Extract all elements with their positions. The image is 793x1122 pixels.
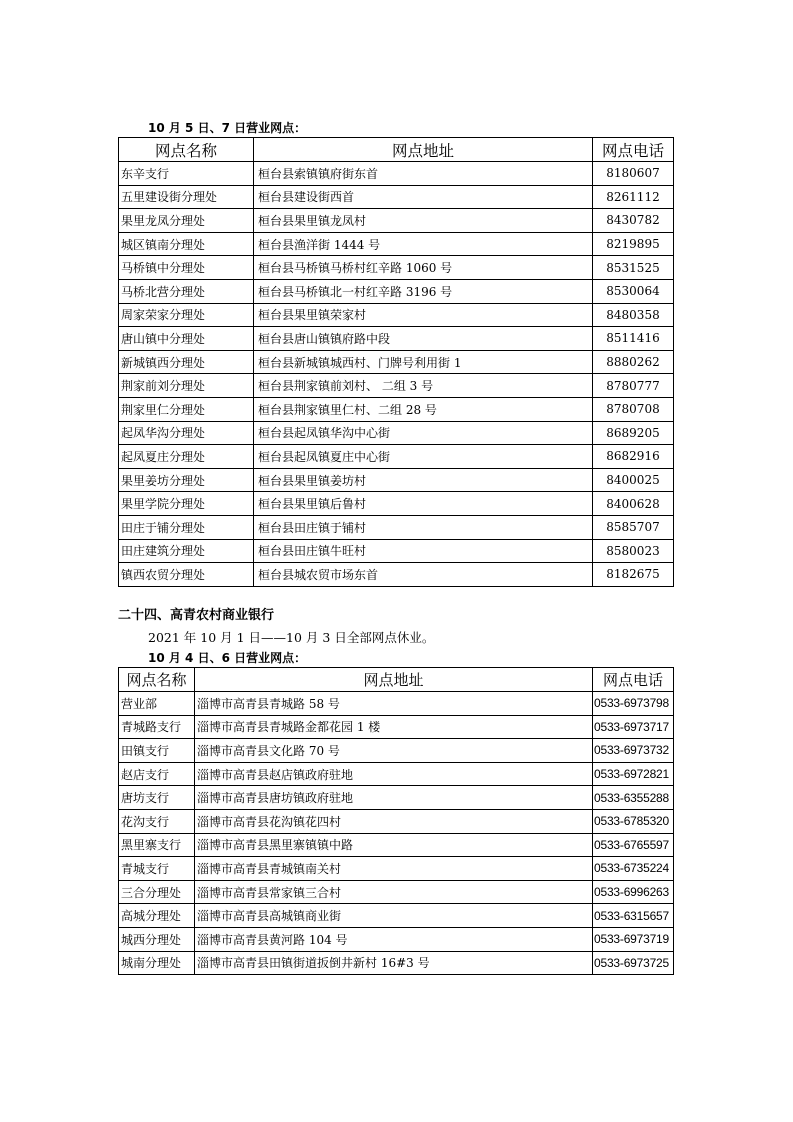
branch-phone-cell: 8480358 [593, 303, 674, 327]
table-row [119, 445, 674, 469]
branch-address-cell: 淄博市高青县高城镇商业街 [195, 904, 593, 928]
table-row [119, 492, 674, 516]
branch-address-cell: 桓台县城农贸市场东首 [254, 563, 593, 587]
branch-phone-cell: 8780708 [593, 397, 674, 421]
table-header-row [119, 668, 674, 692]
table-row [119, 256, 674, 280]
branch-address-cell: 桓台县建设街西首 [254, 185, 593, 209]
branch-name-cell: 城区镇南分理处 [119, 232, 254, 256]
branch-phone-cell: 0533-6765597 [593, 833, 674, 857]
section1-subheading: 10 月 5 日、7 日营业网点： [148, 121, 307, 135]
header-branch-phone: 网点电话 [593, 668, 674, 692]
branch-phone-cell: 8530064 [593, 279, 674, 303]
table-row [119, 209, 674, 233]
table-row [119, 279, 674, 303]
table-row [119, 563, 674, 587]
branch-address-cell: 淄博市高青县花沟镇花四村 [195, 809, 593, 833]
branch-phone-cell: 0533-6785320 [593, 809, 674, 833]
branch-name-cell: 青城支行 [119, 857, 195, 881]
table-row [119, 739, 674, 763]
branch-name-cell: 起凤夏庄分理处 [119, 445, 254, 469]
branch-phone-cell: 8689205 [593, 421, 674, 445]
table-row [119, 468, 674, 492]
branch-table-huantai [118, 137, 674, 587]
branch-name-cell: 起凤华沟分理处 [119, 421, 254, 445]
branch-phone-cell: 0533-6973798 [593, 692, 674, 716]
branch-phone-cell: 8580023 [593, 539, 674, 563]
table-row [119, 809, 674, 833]
branch-name-cell: 田镇支行 [119, 739, 195, 763]
branch-address-cell: 桓台县荆家镇前刘村、 二组 3 号 [254, 374, 593, 398]
branch-phone-cell: 8780777 [593, 374, 674, 398]
table-row [119, 397, 674, 421]
branch-phone-cell: 8219895 [593, 232, 674, 256]
branch-address-cell: 淄博市高青县唐坊镇政府驻地 [195, 786, 593, 810]
table-row [119, 833, 674, 857]
table-row [119, 185, 674, 209]
table-row [119, 303, 674, 327]
branch-phone-cell: 8400628 [593, 492, 674, 516]
table-row [119, 327, 674, 351]
branch-address-cell: 桓台县马桥镇北一村红辛路 3196 号 [254, 279, 593, 303]
branch-name-cell: 城西分理处 [119, 927, 195, 951]
branch-phone-cell: 8182675 [593, 563, 674, 587]
branch-address-cell: 淄博市高青县赵店镇政府驻地 [195, 762, 593, 786]
branch-address-cell: 桓台县果里镇姜坊村 [254, 468, 593, 492]
branch-name-cell: 果里姜坊分理处 [119, 468, 254, 492]
branch-phone-cell: 0533-6973732 [593, 739, 674, 763]
branch-name-cell: 田庄于铺分理处 [119, 515, 254, 539]
table-row [119, 880, 674, 904]
branch-name-cell: 三合分理处 [119, 880, 195, 904]
branch-name-cell: 营业部 [119, 692, 195, 716]
table-row [119, 715, 674, 739]
branch-name-cell: 高城分理处 [119, 904, 195, 928]
branch-table-gaoqing [118, 667, 674, 975]
branch-phone-cell: 0533-6735224 [593, 857, 674, 881]
section2-note: 2021 年 10 月 1 日——10 月 3 日全部网点休业。 [148, 630, 435, 645]
branch-phone-cell: 8180607 [593, 162, 674, 186]
branch-name-cell: 青城路支行 [119, 715, 195, 739]
branch-phone-cell: 8880262 [593, 350, 674, 374]
branch-address-cell: 桓台县田庄镇于铺村 [254, 515, 593, 539]
branch-address-cell: 桓台县起凤镇华沟中心街 [254, 421, 593, 445]
branch-address-cell: 桓台县唐山镇镇府路中段 [254, 327, 593, 351]
branch-address-cell: 淄博市高青县田镇街道扳倒井新村 16#3 号 [195, 951, 593, 975]
branch-phone-cell: 8261112 [593, 185, 674, 209]
branch-name-cell: 荆家里仁分理处 [119, 397, 254, 421]
branch-address-cell: 淄博市高青县黄河路 104 号 [195, 927, 593, 951]
branch-phone-cell: 8511416 [593, 327, 674, 351]
branch-phone-cell: 8430782 [593, 209, 674, 233]
branch-phone-cell: 0533-6973717 [593, 715, 674, 739]
branch-name-cell: 荆家前刘分理处 [119, 374, 254, 398]
branch-address-cell: 桓台县果里镇龙凤村 [254, 209, 593, 233]
table-row [119, 515, 674, 539]
branch-address-cell: 桓台县起凤镇夏庄中心街 [254, 445, 593, 469]
branch-name-cell: 果里学院分理处 [119, 492, 254, 516]
branch-address-cell: 桓台县马桥镇马桥村红辛路 1060 号 [254, 256, 593, 280]
branch-name-cell: 果里龙凤分理处 [119, 209, 254, 233]
branch-address-cell: 淄博市高青县青城镇南关村 [195, 857, 593, 881]
branch-address-cell: 桓台县荆家镇里仁村、二组 28 号 [254, 397, 593, 421]
branch-name-cell: 城南分理处 [119, 951, 195, 975]
table-row [119, 857, 674, 881]
table-row [119, 421, 674, 445]
branch-name-cell: 新城镇西分理处 [119, 350, 254, 374]
header-branch-name: 网点名称 [119, 668, 195, 692]
header-branch-name: 网点名称 [119, 138, 254, 162]
section2-title: 二十四、高青农村商业银行 [118, 608, 275, 623]
branch-name-cell: 唐山镇中分理处 [119, 327, 254, 351]
table-row [119, 692, 674, 716]
branch-address-cell: 桓台县田庄镇牛旺村 [254, 539, 593, 563]
table-row [119, 762, 674, 786]
branch-phone-cell: 8400025 [593, 468, 674, 492]
table-row [119, 350, 674, 374]
branch-name-cell: 周家荣家分理处 [119, 303, 254, 327]
branch-address-cell: 桓台县渔洋街 1444 号 [254, 232, 593, 256]
branch-address-cell: 桓台县索镇镇府街东首 [254, 162, 593, 186]
branch-name-cell: 五里建设街分理处 [119, 185, 254, 209]
branch-name-cell: 赵店支行 [119, 762, 195, 786]
branch-phone-cell: 0533-6972821 [593, 762, 674, 786]
branch-phone-cell: 0533-6315657 [593, 904, 674, 928]
header-branch-phone: 网点电话 [593, 138, 674, 162]
branch-address-cell: 桓台县果里镇荣家村 [254, 303, 593, 327]
table-row [119, 786, 674, 810]
branch-address-cell: 淄博市高青县常家镇三合村 [195, 880, 593, 904]
branch-name-cell: 马桥北营分理处 [119, 279, 254, 303]
branch-phone-cell: 0533-6973725 [593, 951, 674, 975]
header-branch-address: 网点地址 [195, 668, 593, 692]
branch-address-cell: 淄博市高青县青城路金都花园 1 楼 [195, 715, 593, 739]
section2-subheading: 10 月 4 日、6 日营业网点： [148, 651, 307, 665]
branch-phone-cell: 8585707 [593, 515, 674, 539]
branch-address-cell: 淄博市高青县黑里寨镇镇中路 [195, 833, 593, 857]
branch-name-cell: 田庄建筑分理处 [119, 539, 254, 563]
branch-name-cell: 花沟支行 [119, 809, 195, 833]
branch-name-cell: 唐坊支行 [119, 786, 195, 810]
branch-address-cell: 淄博市高青县青城路 58 号 [195, 692, 593, 716]
table-row [119, 904, 674, 928]
branch-name-cell: 东辛支行 [119, 162, 254, 186]
branch-address-cell: 淄博市高青县文化路 70 号 [195, 739, 593, 763]
table-row [119, 951, 674, 975]
table-header-row [119, 138, 674, 162]
branch-phone-cell: 8682916 [593, 445, 674, 469]
table-row [119, 374, 674, 398]
branch-phone-cell: 0533-6355288 [593, 786, 674, 810]
branch-phone-cell: 8531525 [593, 256, 674, 280]
branch-phone-cell: 0533-6973719 [593, 927, 674, 951]
branch-phone-cell: 0533-6996263 [593, 880, 674, 904]
table-row [119, 162, 674, 186]
header-branch-address: 网点地址 [254, 138, 593, 162]
table-row [119, 232, 674, 256]
branch-address-cell: 桓台县果里镇后鲁村 [254, 492, 593, 516]
branch-name-cell: 镇西农贸分理处 [119, 563, 254, 587]
table-row [119, 927, 674, 951]
table-row [119, 539, 674, 563]
branch-address-cell: 桓台县新城镇城西村、门牌号利用街 1 [254, 350, 593, 374]
branch-name-cell: 马桥镇中分理处 [119, 256, 254, 280]
branch-name-cell: 黑里寨支行 [119, 833, 195, 857]
